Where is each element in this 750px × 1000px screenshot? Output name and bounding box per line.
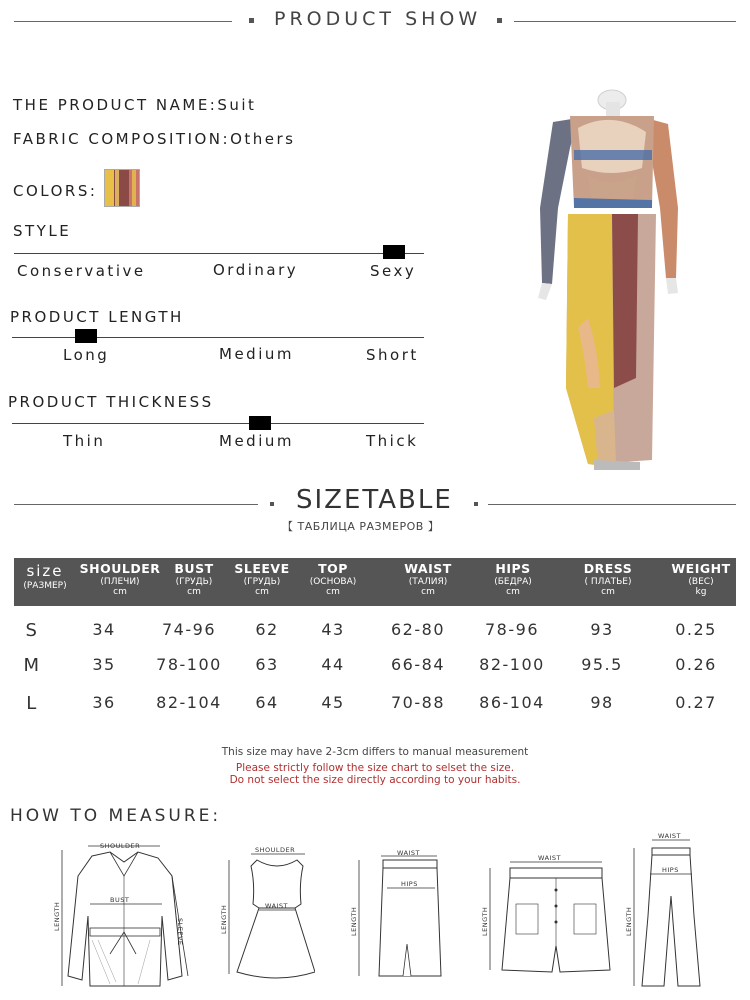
pants-hips-label: HIPS xyxy=(662,866,679,874)
header-rule-right xyxy=(514,21,736,22)
dress-measure-figure xyxy=(215,844,315,994)
skirt-length-label: LENGTH xyxy=(350,906,358,936)
note-habits: Do not select the size directly according to your habits. xyxy=(229,774,521,786)
color-swatch[interactable] xyxy=(104,169,140,207)
table-row: S 34 74-96 62 43 62-80 78-96 93 0.25 xyxy=(25,620,717,641)
jacket-sleeve-label: SLEEVE xyxy=(176,918,184,946)
shorts-measure-figure xyxy=(478,850,618,990)
jacket-shoulder-label: SHOULDER xyxy=(100,842,141,850)
thickness-title: PRODUCT THICKNESS xyxy=(8,393,214,411)
col-sleeve: SLEEVE (ГРУДЬ) cm xyxy=(234,561,290,597)
style-option-conservative: Conservative xyxy=(17,262,146,280)
sizetable-dot-left xyxy=(270,502,274,506)
sizetable-rule-right xyxy=(488,504,736,505)
col-bust: BUST (ГРУДЬ) cm xyxy=(174,561,214,597)
header-dot-left xyxy=(249,18,254,23)
col-shoulder: SHOULDER (ПЛЕЧИ) cm xyxy=(79,561,161,597)
dress-waist-label: WAIST xyxy=(265,902,289,910)
thickness-option-thick: Thick xyxy=(366,432,419,450)
dress-length-label: LENGTH xyxy=(220,904,228,934)
style-option-sexy: Sexy xyxy=(370,262,417,280)
col-waist: WAIST (ТАЛИЯ) cm xyxy=(404,561,452,597)
table-row: M 35 78-100 63 44 66-84 82-100 95.5 0.26 xyxy=(23,655,717,676)
sizetable-title: SIZETABLE xyxy=(296,485,453,515)
jacket-bust-label: BUST xyxy=(110,896,130,904)
sizetable-subtitle: 【 ТАБЛИЦА РАЗМЕРОВ 】 xyxy=(282,520,440,533)
table-row: L 36 82-104 64 45 70-88 86-104 98 0.27 xyxy=(26,693,717,714)
skirt-measure-figure xyxy=(345,846,455,996)
thickness-option-thin: Thin xyxy=(63,432,106,450)
length-marker xyxy=(75,329,97,343)
swatch-pattern xyxy=(105,170,140,207)
length-option-medium: Medium xyxy=(219,345,294,363)
size-table-header xyxy=(14,558,736,606)
skirt-waist-label: WAIST xyxy=(397,849,421,857)
pants-length-label: LENGTH xyxy=(625,906,633,936)
note-measurement: This size may have 2-3cm differs to manual measurement xyxy=(221,746,529,758)
product-photo xyxy=(528,88,688,473)
col-hips: HIPS (БЕДРА) cm xyxy=(494,561,532,597)
fabric-composition xyxy=(13,130,295,148)
thickness-marker xyxy=(249,416,271,430)
page-title: PRODUCT SHOW xyxy=(274,8,482,30)
length-scale-line xyxy=(12,337,424,338)
shorts-length-label: LENGTH xyxy=(481,906,489,936)
fabric-value: Others xyxy=(230,130,296,148)
sizetable-rule-left xyxy=(14,504,258,505)
skirt-hips-label: HIPS xyxy=(401,880,418,888)
note-follow-chart: Please strictly follow the size chart to selset the size. xyxy=(235,762,515,774)
how-to-measure-title: HOW TO MEASURE: xyxy=(10,806,222,826)
style-option-ordinary: Ordinary xyxy=(213,261,299,279)
length-title: PRODUCT LENGTH xyxy=(10,308,184,326)
col-dress: DRESS ( ПЛАТЬЕ) cm xyxy=(583,561,633,597)
length-option-long: Long xyxy=(63,346,110,364)
sizetable-dot-right xyxy=(474,502,478,506)
jacket-measure-figure xyxy=(50,836,200,996)
colors-label: COLORS: xyxy=(13,182,98,200)
pants-waist-label: WAIST xyxy=(658,832,682,840)
style-scale-line xyxy=(14,253,424,254)
fabric-label: FABRIC COMPOSITION: xyxy=(13,130,231,148)
col-size: size (РАЗМЕР) xyxy=(23,562,67,591)
thickness-option-medium: Medium xyxy=(219,432,294,450)
header-dot-right xyxy=(497,18,502,23)
style-title: STYLE xyxy=(13,222,72,240)
col-weight: WEIGHT (ВЕС) kg xyxy=(671,561,731,597)
length-option-short: Short xyxy=(366,346,419,364)
shorts-waist-label: WAIST xyxy=(538,854,562,862)
style-marker xyxy=(383,245,405,259)
col-top: TOP (ОСНОВА) cm xyxy=(309,561,357,597)
dress-shoulder-label: SHOULDER xyxy=(255,846,296,854)
thickness-scale-line xyxy=(12,423,424,424)
jacket-length-label: LENGTH xyxy=(53,901,61,931)
product-name: THE PRODUCT NAME:Suit xyxy=(13,96,257,114)
header-rule-left xyxy=(14,21,232,22)
pants-measure-figure xyxy=(620,826,730,996)
